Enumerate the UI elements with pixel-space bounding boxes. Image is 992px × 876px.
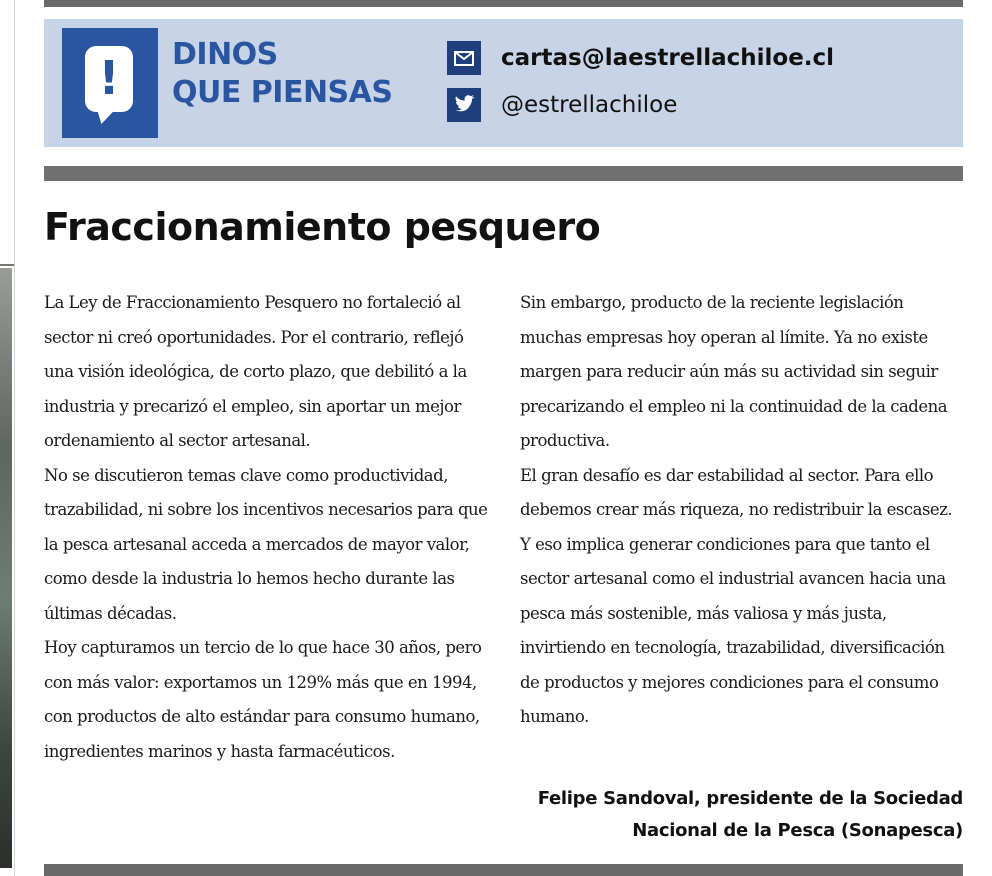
article-paragraph: Sin embargo, producto de la reciente legislación muchas empresas hoy operan al límite. Ya no existe margen para reducir aún más su actividad sin seguir precarizando el empleo ni la continuidad de la cadena productiva. [520, 293, 948, 450]
section-title-line1: DINOS [172, 37, 278, 72]
adjacent-page-strip [0, 0, 15, 876]
bottom-rule [44, 864, 963, 876]
article-paragraph: La Ley de Fraccionamiento Pesquero no fortaleció al sector ni creó oportunidades. Por el contrario, reflejó una visión ideológica, de corto plazo, que debilitó a la industria y precarizó el empleo, sin aportar un mejor ordenamiento al sector artesanal. [44, 293, 467, 450]
exclamation-bubble-icon [62, 28, 158, 138]
exclamation-mark: ! [98, 51, 120, 105]
email-address[interactable]: cartas@laestrellachiloe.cl [501, 45, 835, 71]
adjacent-photo [0, 268, 12, 868]
section-title [172, 36, 392, 112]
signature-line1: Felipe Sandoval, presidente de la Sociedad [537, 788, 963, 809]
speech-bubble-tail [91, 108, 116, 124]
author-signature [520, 783, 963, 847]
dinos-que-piensas-banner [44, 19, 963, 147]
article-column-left [44, 286, 489, 769]
article-paragraph: El gran desafío es dar estabilidad al sector. Para ello debemos crear más riqueza, no redistribuir la escasez. Y eso implica generar condiciones para que tanto el sector artesanal como el industrial avancen hacia una pesca más sostenible, más valiosa y más justa, invirtiendo en tecnología, trazabilidad, diversificación de productos y mejores condiciones para el consumo humano. [520, 465, 953, 726]
twitter-handle[interactable]: @estrellachiloe [501, 92, 678, 118]
article-headline: Fraccionamiento pesquero [44, 205, 601, 249]
envelope-icon [447, 41, 481, 75]
section-divider [44, 166, 963, 181]
article-paragraph: Hoy capturamos un tercio de lo que hace 30 años, pero con más valor: exportamos un 129% más que en 1994, con productos de alto estándar para consumo humano, ingredientes marinos y hasta farmacéuticos. [44, 638, 482, 761]
signature-line2: Nacional de la Pesca (Sonapesca) [632, 820, 963, 841]
article-column-right [520, 286, 965, 735]
adjacent-rule [0, 264, 14, 266]
section-title-line2: QUE PIENSAS [172, 75, 393, 110]
twitter-bird-icon [447, 88, 481, 122]
speech-bubble [85, 46, 133, 112]
top-rule [44, 0, 963, 7]
article-paragraph: No se discutieron temas clave como productividad, trazabilidad, ni sobre los incentivos necesarios para que la pesca artesanal acceda a mercados de mayor valor, como desde la industria lo hemos hecho durante las últimas décadas. [44, 465, 488, 623]
